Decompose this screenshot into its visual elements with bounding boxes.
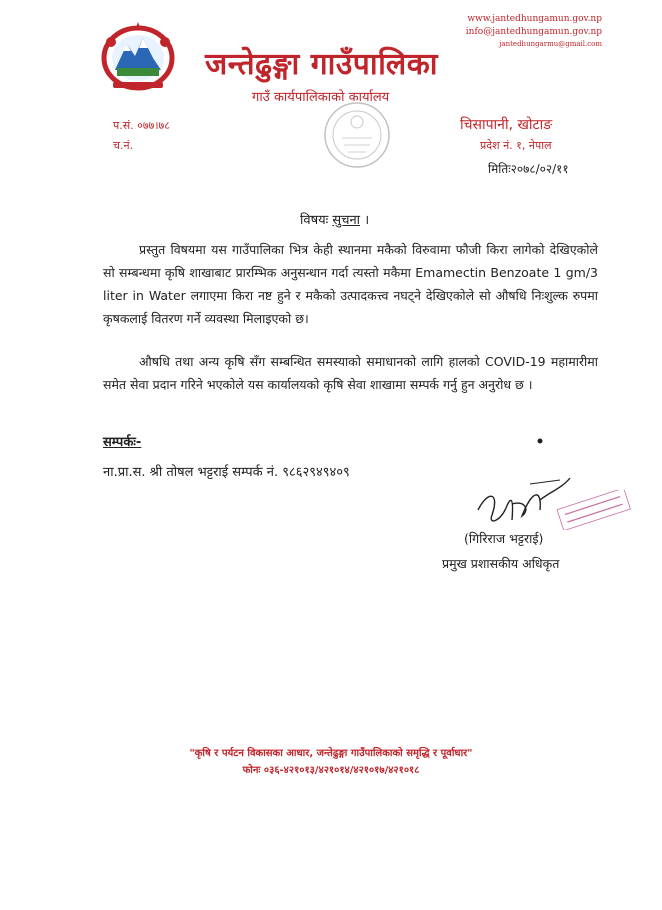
nepal-emblem-logo-icon <box>97 18 179 92</box>
email-alt-text: jantedhungarmu@gmail.com <box>499 40 602 48</box>
office-seal-stamp-icon <box>322 100 392 170</box>
signatory-title: प्रमुख प्रशासकीय अधिकृत <box>442 556 560 571</box>
date-text: मितिः२०७८/०२/११ <box>488 162 569 176</box>
signatory-name: (गिरिराज भट्टराई) <box>464 531 544 546</box>
subject-label: विषयः <box>300 213 329 228</box>
email-text: info@jantedhungamun.gov.np <box>465 27 602 37</box>
ink-mark-icon <box>536 437 544 445</box>
website-text: www.jantedhungamun.gov.np <box>467 14 602 24</box>
footer-slogan: "कृषि र पर्यटन विकासका आधार, जन्तेढुङ्गा गाउँपालिकाको समृद्धि र पूर्वाधार" <box>189 748 473 759</box>
notice-paragraph-1: प्रस्तुत विषयमा यस गाउँपालिका भित्र केही स्थानमा मकैको विरुवामा फौजी किरा लागेको देखिएकोले सो सम्बन्धमा कृषि शाखाबाट प्रारम्भिक अनुसन्धान गर्दा त्यस्तो मकैमा Emamectin Benzoate 1 gm/3 liter in Water लगाएमा किरा नष्ट हुने र मकैको उत्पादकत्त्व नघट्ने देखिएकोले सो औषधि निःशुल्क रुपमा कृषकलाई वितरण गर्ने व्यवस्था मिलाइएको छ। <box>103 242 598 326</box>
officer-stamp-icon <box>555 490 635 530</box>
reference-number: प.सं. ०७७।७८ <box>113 119 170 132</box>
footer-phones: फोनः ०३६-४२१०१३/४२१०१४/४२१०१७/४२१०१८ <box>242 765 420 776</box>
subject-line <box>300 210 369 228</box>
contact-heading: सम्पर्कः- <box>103 435 142 450</box>
organization-name: जन्तेढुङ्गा गाउँपालिका <box>205 47 439 82</box>
province-text: प्रदेश नं. १, नेपाल <box>480 139 552 152</box>
dispatch-number: च.नं. <box>113 139 134 152</box>
subject-end: । <box>364 213 370 228</box>
place-text: चिसापानी, खोटाङ <box>460 117 553 133</box>
subject-text: सुचना <box>332 213 361 228</box>
contact-line: ना.प्रा.स. श्री तोषल भट्टराई सम्पर्क नं. ९८६२९४९४०९ <box>103 465 350 480</box>
notice-paragraph-2: औषधि तथा अन्य कृषि सँग सम्बन्धित समस्याको समाधानको लागि हालको COVID-19 महामारीमा समेत सेवा प्रदान गरिने भएकोले यस कार्यालयको कृषि सेवा शाखामा सम्पर्क गर्नु हुन अनुरोध छ । <box>103 354 598 392</box>
office-name: गाउँ कार्यपालिकाको कार्यालय <box>252 90 390 105</box>
